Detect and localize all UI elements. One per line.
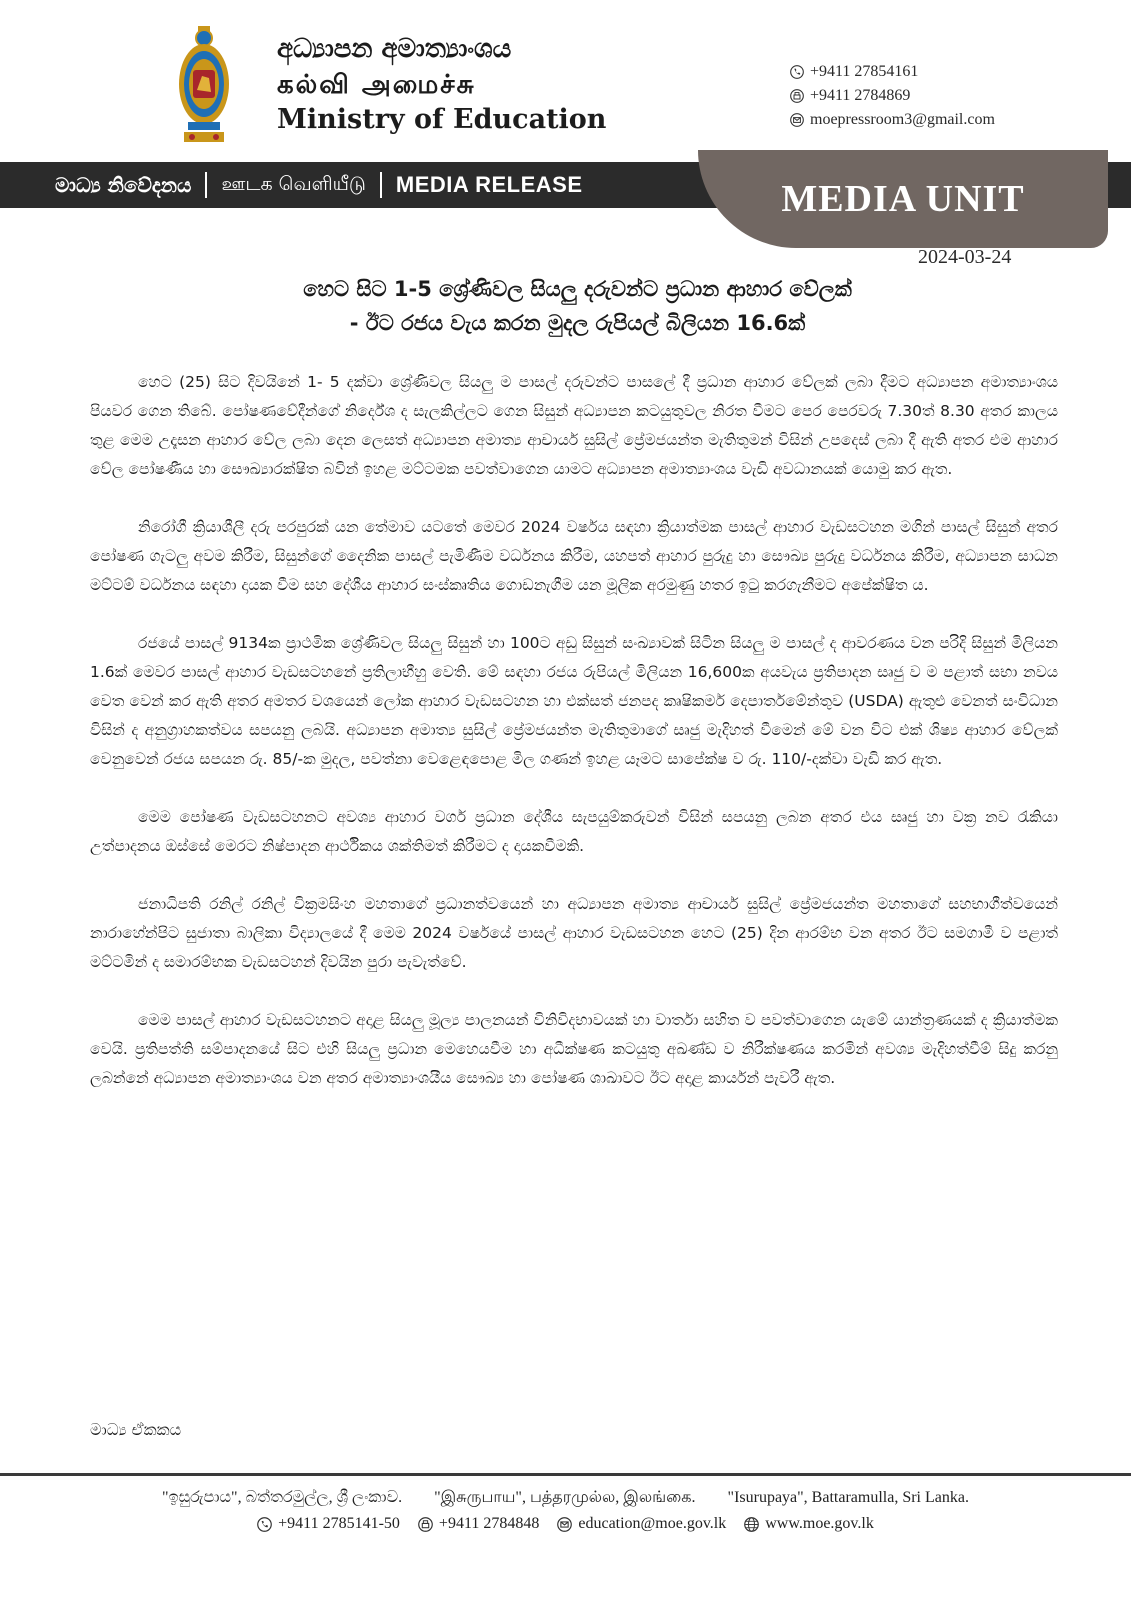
banner-divider <box>380 172 382 198</box>
footer-address-tamil: "இசுருபாய", பத்தரமுல்ல, இலங்கை. <box>434 1489 696 1506</box>
fax-icon <box>418 1517 433 1532</box>
media-release-english: MEDIA RELEASE <box>395 172 583 197</box>
headline-line-2: - ඊට රජය වැය කරන මුදල රුපියල් බිලියන 16.6ක් <box>349 311 806 335</box>
press-contacts <box>790 60 995 132</box>
body-paragraph: නිරෝගී ක්‍රියාශීලී දරු පරපුරක් යන තේමාව යටතේ මෙවර 2024 වර්ෂය සඳහා ක්‍රියාත්මක පාසල් ආහාර වැඩසටහන මගින් පාසල් සිසුන් අතර පෝෂණ ගැටලු අවම කිරීම, සිසුන්ගේ දෛනික පාසල් පැමිණීම වර්ධනය කිරීම, යහපත් ආහාර පුරුදු හා සෞඛ්‍ය පුරුදු වර්ධනය කිරීම, අධ්‍යාපන සාධන මට්ටම් වර්ධනය සඳහා දායක වීම සහ දේශීය ආහාර සංස්කෘතිය ගොඩනැගීම යන මූලික අරමුණු හතර ඉටු කරගැනීමට අපේක්ෂිත ය. <box>90 518 1058 594</box>
ministry-name <box>277 36 606 133</box>
footer-fax <box>418 1515 539 1533</box>
body-paragraph: ජනාධිපති රනිල් රනිල් වික්‍රමසිංහ මහතාගේ ප්‍රධානත්වයෙන් හා අධ්‍යාපන අමාත්‍ය ආචාර්ය සුසිල් ප්‍රේමජයන්ත මහතාගේ සහභාගීත්වයෙන් නාරාහේන්පිට සුජාතා බාලිකා විද්‍යාලයේ දී මෙම 2024 වර්ෂයේ පාසල් ආහාර වැඩසටහන හෙට (25) දින ආරම්භ වන අතර ඊට සමගාමී ව පළාත් මට්ටමින් ද සමාරම්භක වැඩසටහන් දිවයින පුරා පැවැත්වේ. <box>90 895 1058 971</box>
footer-divider <box>0 1473 1131 1476</box>
fax-icon <box>790 89 804 103</box>
globe-icon <box>744 1517 759 1532</box>
ministry-name-english: Ministry of Education <box>277 104 607 135</box>
footer-address <box>0 1488 1131 1508</box>
ministry-name-tamil: கல்வி அமைச்சு <box>277 70 476 100</box>
media-release-tamil: ஊடக வெளியீடு <box>221 172 366 195</box>
footer-address-sinhala: "ඉසුරුපාය", බත්තරමුල්ල, ශ්‍රී ලංකාව. <box>162 1489 403 1506</box>
body-paragraph: මෙම පෝෂණ වැඩසටහනට අවශ්‍ය ආහාර වර්ග ප්‍රධාන දේශීය සැපයුම්කරුවන් විසින් සපයනු ලබන අතර එය සෘජු හා වක්‍ර නව රැකියා උත්පාදනය ඔස්සේ මෙරට නිෂ්පාදන ආර්ථිකය ශක්තිමත් කිරීමට ද දායකවීමකි. <box>90 808 1058 855</box>
body-paragraph: රජයේ පාසල් 9134ක ප්‍රාථමික ශ්‍රේණිවල සියලු සිසුන් හා 100ට අඩු සිසුන් සංඛ්‍යාවක් සිටින සියලු ම පාසල් ද ආවරණය වන පරිදි සිසුන් මිලියන 1.6ක් මෙවර පාසල් ආහාර වැඩසටහනේ ප්‍රතිලාභීහු වෙති. මේ සඳහා රජය රුපියල් මිලියන 16,600ක අයවැය ප්‍රතිපාදන සෘජු ව ම පළාත් සභා නවය වෙත වෙන් කර ඇති අතර අමතර වශයෙන් ලෝක ආහාර වැඩසටහන හා එක්සත් ජනපද කෘෂිකර්ම දෙපාර්තමේන්තුව (USDA) ඇතුළු වෙනත් සංවිධාන විසින් ද අනුග්‍රාහකත්වය සපයනු ලබයි. අධ්‍යාපන අමාත්‍ය සුසිල් ප්‍රේමජයන්ත මැතිතුමාගේ සෘජු මැදිහත් වීමෙන් මේ වන විට එක් ශිෂ්‍ය ආහාර වේලක් වෙනුවෙන් රජය සපයන රු. 85/-ක මුදල, පවත්නා වෙළෙඳපොළ මිල ගණන් ඉහළ යෑමට සාපේක්ෂ ව රු. 110/-දක්වා වැඩි කර ඇත. <box>90 634 1058 768</box>
footer-fax-number: +9411 2784848 <box>438 1515 540 1532</box>
phone-icon <box>257 1517 272 1532</box>
press-email-address: moepressroom3@gmail.com <box>810 111 995 128</box>
signature: මාධ්‍ය ඒකකය <box>90 1420 182 1439</box>
body-paragraph: මෙම පාසල් ආහාර වැඩසටහනට අදාළ සියලු මූල්‍ය පාලනයන් විනිවිදභාවයක් හා වාර්තා සහිත ව පවත්වාගෙන යැමේ යාන්ත්‍රණයක් ද ක්‍රියාත්මක වෙයි. ප්‍රතිපත්ති සම්පාදනයේ සිට එහි සියලු ප්‍රධාන මෙහෙයවීම හා අධීක්ෂණ කටයුතු අඛණ්ඩ ව නිරීක්ෂණය කරමින් අවශ්‍ය මැදිහත්වීම් සිදු කරනු ලබන්නේ අධ්‍යාපන අමාත්‍යාංශය වන අතර අමාත්‍යාංශයීය සෞඛ්‍ය හා පෝෂණ ශාඛාවට ඊට අදාළ කාර්යන් පැවරී ඇත. <box>90 1011 1058 1087</box>
ministry-name-sinhala: අධ්‍යාපන අමාත්‍යාංශය <box>277 34 512 64</box>
headline-line-1: හෙට සිට 1-5 ශ්‍රේණිවල සියලු දරුවන්ට ප්‍රධාන ආහාර වේලක් <box>303 277 852 301</box>
media-release-labels <box>55 162 583 208</box>
press-phone-number: +9411 27854161 <box>810 63 919 80</box>
press-fax <box>790 84 995 108</box>
footer-contacts <box>0 1515 1131 1533</box>
footer-email-address: education@moe.gov.lk <box>578 1515 727 1532</box>
release-date: 2024-03-24 <box>918 246 1012 268</box>
headline <box>90 272 1065 340</box>
press-fax-number: +9411 2784869 <box>810 87 911 104</box>
release-body <box>90 368 1058 1122</box>
sri-lanka-emblem-icon <box>178 26 230 144</box>
email-icon <box>790 113 804 127</box>
footer-website-url: www.moe.gov.lk <box>765 1515 874 1532</box>
email-icon <box>557 1517 572 1532</box>
media-release-sinhala: මාධ්‍ය නිවේදනය <box>55 173 192 197</box>
phone-icon <box>790 65 804 79</box>
footer-email <box>557 1515 726 1533</box>
footer-website <box>744 1515 874 1533</box>
footer-address-english: "Isurupaya", Battaramulla, Sri Lanka. <box>727 1489 969 1506</box>
banner-divider <box>205 172 207 198</box>
footer-phone-number: +9411 2785141-50 <box>278 1515 400 1532</box>
body-paragraph: හෙට (25) සිට දිවයිනේ 1- 5 දක්වා ශ්‍රේණිවල සියලු ම පාසල් දරුවන්ට පාසලේ දී ප්‍රධාන ආහාර වේලක් ලබා දීමට අධ්‍යාපන අමාත්‍යාංශය පියවර ගෙන තිබේ. පෝෂණවේදීන්ගේ නිර්දේශ ද සැලකිල්ලට ගෙන සිසුන් අධ්‍යාපන කටයුතුවල නිරත වීමට පෙර පෙරවරු 7.30ත් 8.30 අතර කාලය තුළ මෙම උදෑසන ආහාර වේල ලබා දෙන ලෙසත් අධ්‍යාපන අමාත්‍ය ආචාර්ය සුසිල් ප්‍රේමජයන්ත මැතිතුමන් විසින් උපදෙස් ලබා දී ඇති අතර එම ආහාර වේල පෝෂණීය හා සෞඛ්‍යාරක්ෂිත බවින් ඉහළ මට්ටමක පවත්වාගෙන යාමට අධ්‍යාපන අමාත්‍යාංශය වැඩි අවධානයක් යොමු කර ඇත. <box>90 373 1058 478</box>
press-email <box>790 108 995 132</box>
press-phone <box>790 60 995 84</box>
footer-phone <box>257 1515 400 1533</box>
media-unit-label: MEDIA UNIT <box>781 178 1025 220</box>
